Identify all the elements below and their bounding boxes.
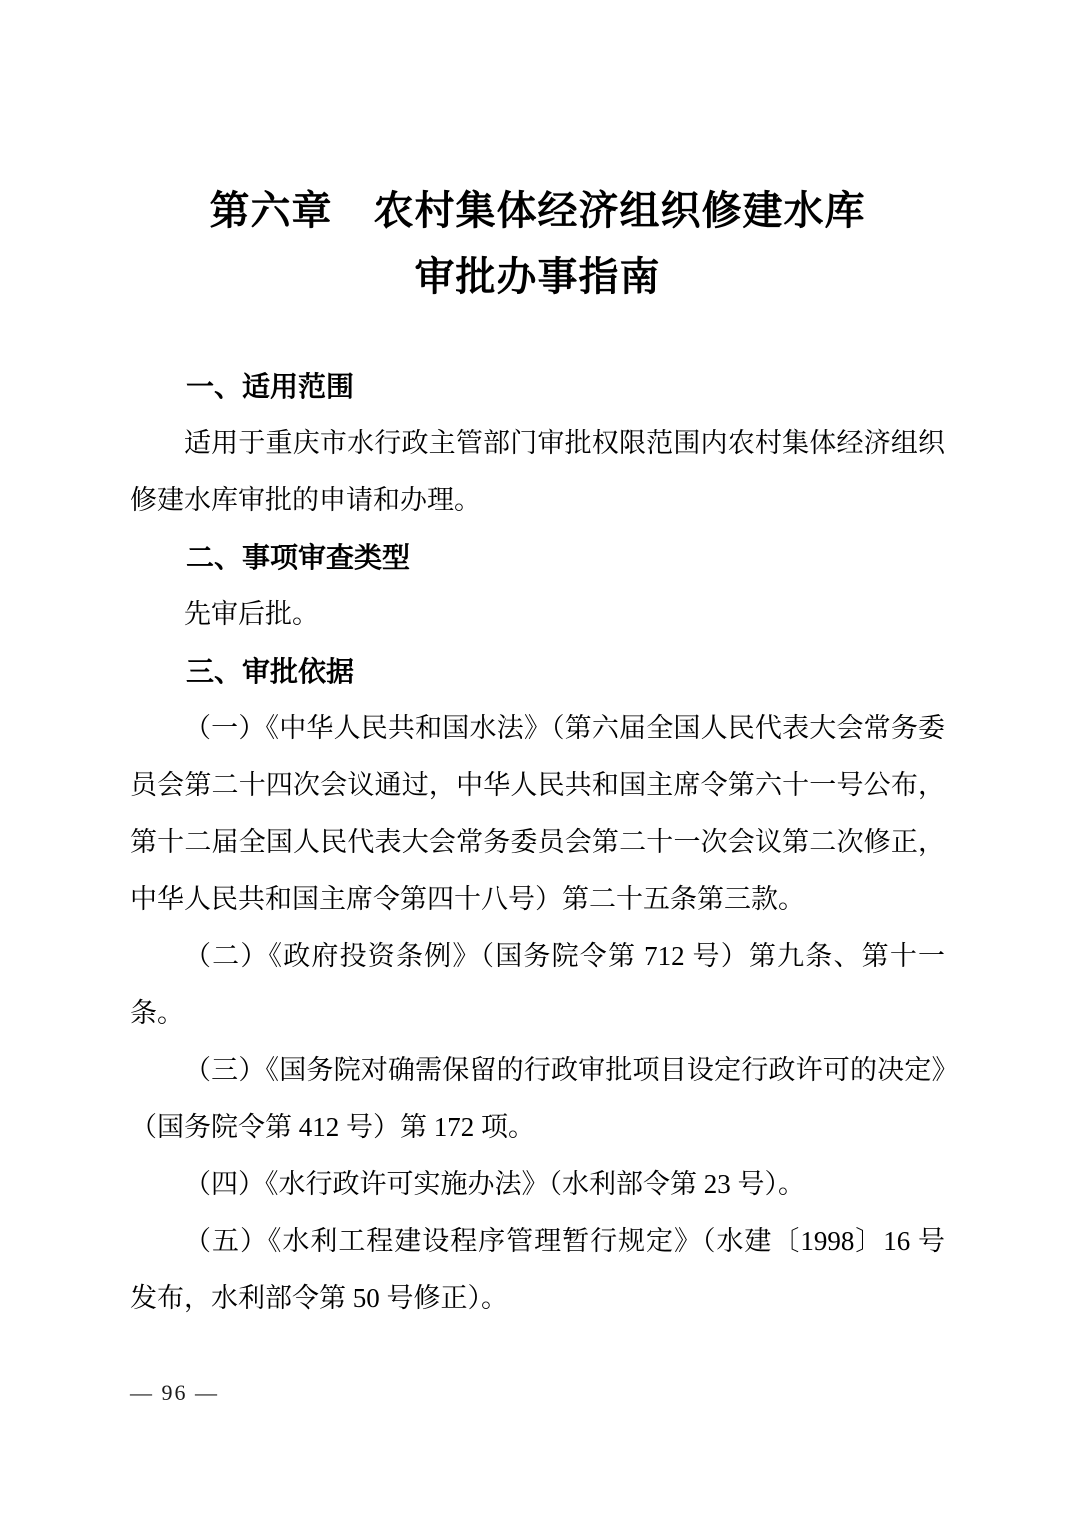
paragraph-basis-item-3: （三）《国务院对确需保留的行政审批项目设定行政许可的决定》（国务院令第 412 号）第 172 项。 bbox=[130, 1055, 945, 1142]
paragraph-basis-item-5: （五）《水利工程建设程序管理暂行规定》（水建〔1998〕16 号发布，水利部令第 50 号修正）。 bbox=[130, 1226, 945, 1313]
page-number: — 96 — bbox=[130, 1380, 219, 1405]
paragraph-basis-item-4: （四）《水行政许可实施办法》（水利部令第 23 号）。 bbox=[184, 1169, 805, 1199]
section-heading-approval-basis: 三、审批依据 bbox=[186, 656, 355, 687]
paragraph-scope: 适用于重庆市水行政主管部门审批权限范围内农村集体经济组织修建水库审批的申请和办理。 bbox=[130, 428, 945, 515]
section-heading-scope: 一、适用范围 bbox=[186, 371, 355, 402]
document-body bbox=[130, 358, 945, 1327]
paragraph-basis-item-2: （二）《政府投资条例》（国务院令第 712 号）第九条、第十一条。 bbox=[130, 941, 945, 1028]
page-title-line-1: 第六章 农村集体经济组织修建水库 bbox=[209, 188, 866, 233]
paragraph-review-type: 先审后批。 bbox=[184, 599, 319, 629]
page-title-line-2: 审批办事指南 bbox=[414, 254, 661, 299]
page-title bbox=[130, 178, 945, 310]
paragraph-basis-item-1: （一）《中华人民共和国水法》（第六届全国人民代表大会常务委员会第二十四次会议通过，中华人民共和国主席令第六十一号公布，第十二届全国人民代表大会常务委员会第二十一次会议第二次修正，中华人民共和国主席令第四十八号）第二十五条第三款。 bbox=[130, 713, 945, 914]
section-heading-review-type: 二、事项审查类型 bbox=[186, 542, 411, 573]
